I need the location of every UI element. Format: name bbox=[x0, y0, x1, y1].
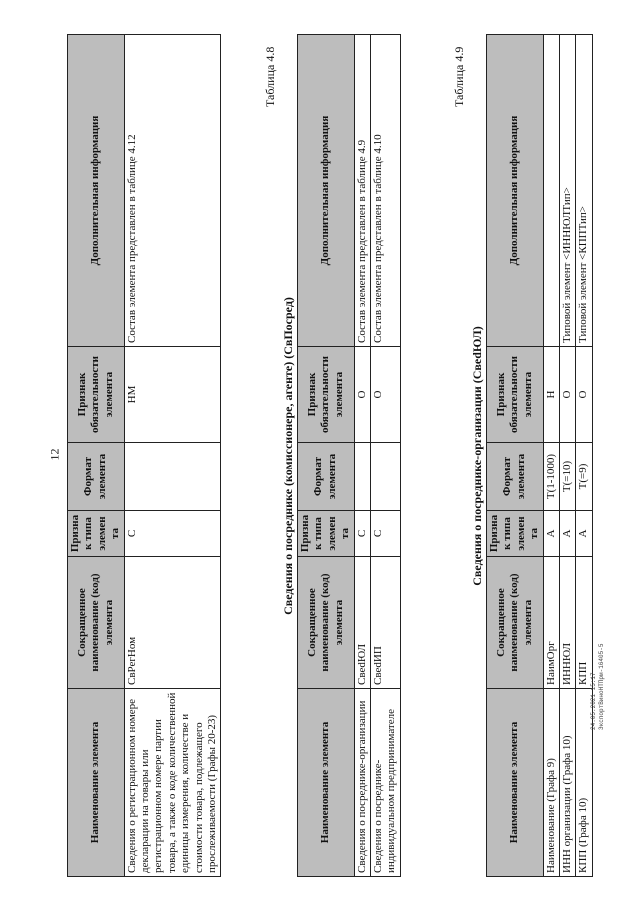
cell-code: НаимОрг bbox=[543, 557, 559, 689]
cell-name: Сведения о регистрационном номере декларации на товары или регистрационном номере партии товара, а также о коде количественной единицы измерения, количестве и стоимости товара, подлежащего прослеживаемости (Графы 20-23) bbox=[124, 689, 221, 877]
header-cell: Признак типа элемента bbox=[68, 511, 125, 557]
cell-format: T(=10) bbox=[560, 443, 576, 511]
cell-code: ИННЮЛ bbox=[560, 557, 576, 689]
header-cell: Дополнительная информация bbox=[68, 35, 125, 347]
cell-format bbox=[354, 443, 370, 511]
cell-type: С bbox=[371, 511, 401, 557]
cell-name: КПП (Графа 10) bbox=[576, 689, 592, 877]
rotated-page-content bbox=[67, 15, 590, 877]
cell-info: Состав элемента представлен в таблице 4.10 bbox=[371, 35, 401, 347]
cell-name: Сведения о посреднике-индивидуальном предпринимателе bbox=[371, 689, 401, 877]
header-cell: Формат элемента bbox=[298, 443, 355, 511]
cell-name: ИНН организации (Графа 10) bbox=[560, 689, 576, 877]
table-caption: Сведения о посреднике-организации (СвedЮЛ) bbox=[470, 326, 484, 586]
cell-type: С bbox=[124, 511, 221, 557]
table-row bbox=[543, 35, 559, 877]
table-row bbox=[124, 35, 221, 877]
cell-required: НМ bbox=[124, 347, 221, 443]
cell-code: КПП bbox=[576, 557, 592, 689]
header-cell: Признак обязательности элемента bbox=[298, 347, 355, 443]
page-number: 12 bbox=[47, 448, 62, 461]
cell-info: Типовой элемент <КППТип> bbox=[576, 35, 592, 347]
cell-name: Наименование (Графа 9) bbox=[543, 689, 559, 877]
cell-info: Состав элемента представлен в таблице 4.9 bbox=[354, 35, 370, 347]
cell-code: СвedЮЛ bbox=[354, 557, 370, 689]
header-cell: Признак типа элемента bbox=[298, 511, 355, 557]
cell-info: Состав элемента представлен в таблице 4.12 bbox=[124, 35, 221, 347]
cell-format bbox=[124, 443, 221, 511]
header-cell: Сокращенное наименование (код) элемента bbox=[68, 557, 125, 689]
header-cell: Наименование элемента bbox=[68, 689, 125, 877]
cell-format: T(=9) bbox=[576, 443, 592, 511]
table-organization bbox=[486, 34, 593, 877]
cell-info bbox=[543, 35, 559, 347]
cell-required: О bbox=[560, 347, 576, 443]
header-cell: Сокращенное наименование (код) элемента bbox=[487, 557, 544, 689]
cell-format: T(1-1000) bbox=[543, 443, 559, 511]
table-label: Таблица 4.8 bbox=[263, 46, 277, 107]
document-stamp bbox=[590, 610, 618, 730]
table-header-row bbox=[298, 35, 355, 877]
header-cell: Дополнительная информация bbox=[298, 35, 355, 347]
cell-type: А bbox=[560, 511, 576, 557]
header-cell: Дополнительная информация bbox=[487, 35, 544, 347]
table-row bbox=[371, 35, 401, 877]
table-caption: Сведения о посреднике (комиссионере, агенте) (СвПосред) bbox=[281, 297, 295, 615]
header-cell: Признак обязательности элемента bbox=[487, 347, 544, 443]
cell-code: СвРегНом bbox=[124, 557, 221, 689]
cell-format bbox=[371, 443, 401, 511]
cell-required: О bbox=[371, 347, 401, 443]
header-cell: Признак обязательности элемента bbox=[68, 347, 125, 443]
header-cell: Наименование элемента bbox=[298, 689, 355, 877]
cell-type: С bbox=[354, 511, 370, 557]
cell-type: А bbox=[543, 511, 559, 557]
cell-required: О bbox=[576, 347, 592, 443]
cell-name: Сведения о посреднике-организации bbox=[354, 689, 370, 877]
table-continuation bbox=[67, 34, 221, 877]
stamp-line: 24.05.2021 15:17 bbox=[590, 672, 597, 730]
header-cell: Сокращенное наименование (код) элемента bbox=[298, 557, 355, 689]
table-label: Таблица 4.9 bbox=[452, 46, 466, 107]
header-cell: Формат элемента bbox=[487, 443, 544, 511]
table-header-row bbox=[487, 35, 544, 877]
cell-required: О bbox=[354, 347, 370, 443]
table-row bbox=[560, 35, 576, 877]
header-cell: Признак типа элемента bbox=[487, 511, 544, 557]
table-row bbox=[354, 35, 370, 877]
cell-type: А bbox=[576, 511, 592, 557]
cell-required: Н bbox=[543, 347, 559, 443]
cell-info: Типовой элемент <ИННЮЛТип> bbox=[560, 35, 576, 347]
header-cell: Формат элемента bbox=[68, 443, 125, 511]
header-cell: Наименование элемента bbox=[487, 689, 544, 877]
table-intermediary bbox=[297, 34, 401, 877]
table-row bbox=[576, 35, 592, 877]
stamp-line: ЭкспортВиноНТПрм-16405-5 bbox=[597, 643, 605, 730]
table-header-row bbox=[68, 35, 125, 877]
cell-code: СвedИП bbox=[371, 557, 401, 689]
